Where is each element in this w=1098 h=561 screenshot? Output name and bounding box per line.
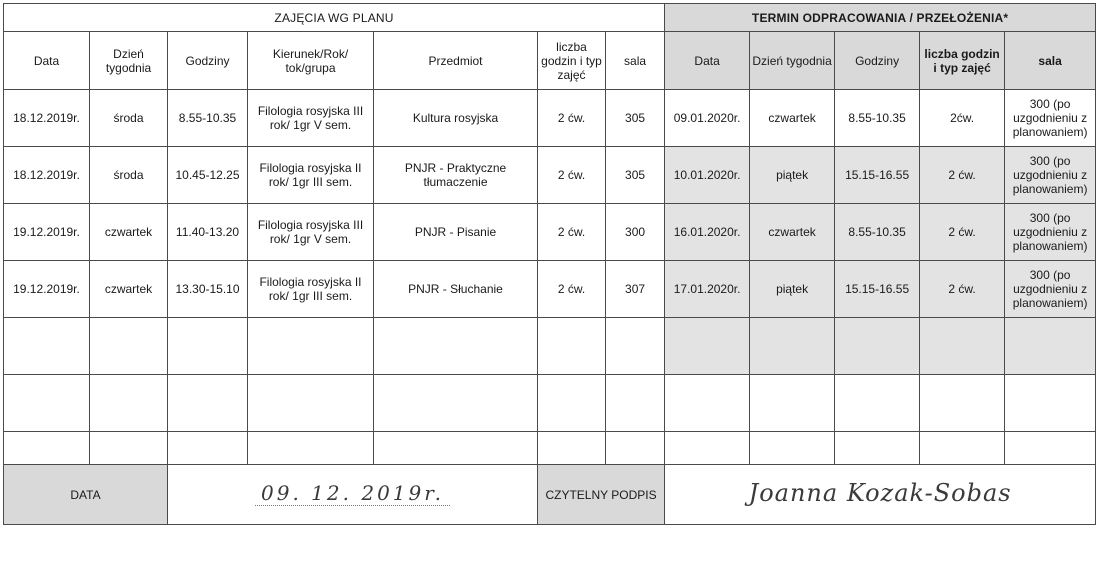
signature-cell (665, 465, 1096, 525)
empty-cell (1005, 432, 1096, 465)
empty-cell (168, 318, 248, 375)
col-header-new-hours: Godziny (835, 32, 920, 90)
empty-cell (606, 318, 665, 375)
empty-cell (750, 375, 835, 432)
empty-cell (920, 432, 1005, 465)
cell-group: Filologia rosyjska III rok/ 1gr V sem. (248, 204, 374, 261)
empty-cell (835, 432, 920, 465)
cell-hours: 8.55-10.35 (168, 90, 248, 147)
empty-cell (90, 375, 168, 432)
header-row-top (4, 4, 1096, 32)
col-header-day: Dzień tygodnia (90, 32, 168, 90)
table-row (4, 90, 1096, 147)
cell-day: czwartek (90, 204, 168, 261)
col-header-count: liczba godzin i typ zajęć (538, 32, 606, 90)
empty-row (4, 318, 1096, 375)
cell-new-date: 10.01.2020r. (665, 147, 750, 204)
cell-count: 2 ćw. (538, 147, 606, 204)
empty-cell (538, 432, 606, 465)
header-row-columns (4, 32, 1096, 90)
empty-cell (538, 375, 606, 432)
footer-row (4, 465, 1096, 525)
cell-new-date: 09.01.2020r. (665, 90, 750, 147)
cell-count: 2 ćw. (538, 90, 606, 147)
col-header-new-room: sala (1005, 32, 1096, 90)
cell-hours: 13.30-15.10 (168, 261, 248, 318)
handwritten-signature: Joanna Kozak-Sobas (748, 478, 1012, 507)
empty-cell (750, 432, 835, 465)
cell-subject: PNJR - Pisanie (374, 204, 538, 261)
col-header-date: Data (4, 32, 90, 90)
empty-cell (248, 318, 374, 375)
empty-cell (248, 375, 374, 432)
table-row (4, 204, 1096, 261)
date-label: DATA (4, 465, 168, 525)
empty-cell (374, 375, 538, 432)
empty-cell (920, 375, 1005, 432)
empty-cell (665, 375, 750, 432)
cell-group: Filologia rosyjska II rok/ 1gr III sem. (248, 261, 374, 318)
cell-day: czwartek (90, 261, 168, 318)
cell-new-room: 300 (po uzgodnieniu z planowaniem) (1005, 147, 1096, 204)
cell-room: 305 (606, 147, 665, 204)
cell-new-day: piątek (750, 261, 835, 318)
empty-cell (606, 432, 665, 465)
cell-hours: 10.45-12.25 (168, 147, 248, 204)
empty-cell (168, 432, 248, 465)
cell-hours: 11.40-13.20 (168, 204, 248, 261)
empty-cell (248, 432, 374, 465)
col-header-new-day: Dzień tygodnia (750, 32, 835, 90)
cell-room: 300 (606, 204, 665, 261)
empty-cell (835, 318, 920, 375)
cell-new-day: piątek (750, 147, 835, 204)
empty-cell (750, 318, 835, 375)
table-row (4, 261, 1096, 318)
cell-day: środa (90, 90, 168, 147)
empty-cell (665, 432, 750, 465)
cell-new-day: czwartek (750, 204, 835, 261)
cell-room: 305 (606, 90, 665, 147)
cell-new-count: 2 ćw. (920, 204, 1005, 261)
cell-new-hours: 8.55-10.35 (835, 90, 920, 147)
empty-cell (920, 318, 1005, 375)
cell-count: 2 ćw. (538, 204, 606, 261)
table-row (4, 147, 1096, 204)
cell-new-hours: 15.15-16.55 (835, 147, 920, 204)
empty-cell (1005, 375, 1096, 432)
empty-cell (4, 318, 90, 375)
cell-date: 18.12.2019r. (4, 147, 90, 204)
cell-new-day: czwartek (750, 90, 835, 147)
signature-label: CZYTELNY PODPIS (538, 465, 665, 525)
empty-cell (665, 318, 750, 375)
col-header-new-count: liczba godzin i typ zajęć (920, 32, 1005, 90)
col-header-room: sala (606, 32, 665, 90)
cell-date: 19.12.2019r. (4, 204, 90, 261)
cell-new-room: 300 (po uzgodnieniu z planowaniem) (1005, 90, 1096, 147)
cell-subject: Kultura rosyjska (374, 90, 538, 147)
cell-new-hours: 8.55-10.35 (835, 204, 920, 261)
empty-cell (374, 432, 538, 465)
date-value-cell (168, 465, 538, 525)
cell-count: 2 ćw. (538, 261, 606, 318)
empty-cell (4, 375, 90, 432)
reschedule-form (3, 3, 1095, 555)
handwritten-date: 09. 12. 2019r. (255, 481, 450, 506)
col-header-hours: Godziny (168, 32, 248, 90)
empty-cell (374, 318, 538, 375)
col-header-group: Kierunek/Rok/ tok/grupa (248, 32, 374, 90)
cell-day: środa (90, 147, 168, 204)
cell-new-date: 17.01.2020r. (665, 261, 750, 318)
cell-subject: PNJR - Praktyczne tłumaczenie (374, 147, 538, 204)
empty-cell (606, 375, 665, 432)
cell-new-count: 2 ćw. (920, 147, 1005, 204)
reschedule-table (3, 3, 1096, 525)
empty-cell (168, 375, 248, 432)
empty-cell (1005, 318, 1096, 375)
empty-cell (90, 432, 168, 465)
cell-date: 19.12.2019r. (4, 261, 90, 318)
empty-cell (4, 432, 90, 465)
empty-row (4, 375, 1096, 432)
cell-new-room: 300 (po uzgodnieniu z planowaniem) (1005, 261, 1096, 318)
planned-classes-title: ZAJĘCIA WG PLANU (4, 4, 665, 32)
empty-cell (835, 375, 920, 432)
cell-new-count: 2ćw. (920, 90, 1005, 147)
cell-group: Filologia rosyjska II rok/ 1gr III sem. (248, 147, 374, 204)
col-header-new-date: Data (665, 32, 750, 90)
empty-cell (90, 318, 168, 375)
cell-group: Filologia rosyjska III rok/ 1gr V sem. (248, 90, 374, 147)
cell-date: 18.12.2019r. (4, 90, 90, 147)
cell-room: 307 (606, 261, 665, 318)
cell-subject: PNJR - Słuchanie (374, 261, 538, 318)
empty-row (4, 432, 1096, 465)
empty-cell (538, 318, 606, 375)
cell-new-room: 300 (po uzgodnieniu z planowaniem) (1005, 204, 1096, 261)
cell-new-count: 2 ćw. (920, 261, 1005, 318)
cell-new-hours: 15.15-16.55 (835, 261, 920, 318)
reschedule-title: TERMIN ODPRACOWANIA / PRZEŁOŻENIA* (665, 4, 1096, 32)
col-header-subject: Przedmiot (374, 32, 538, 90)
cell-new-date: 16.01.2020r. (665, 204, 750, 261)
